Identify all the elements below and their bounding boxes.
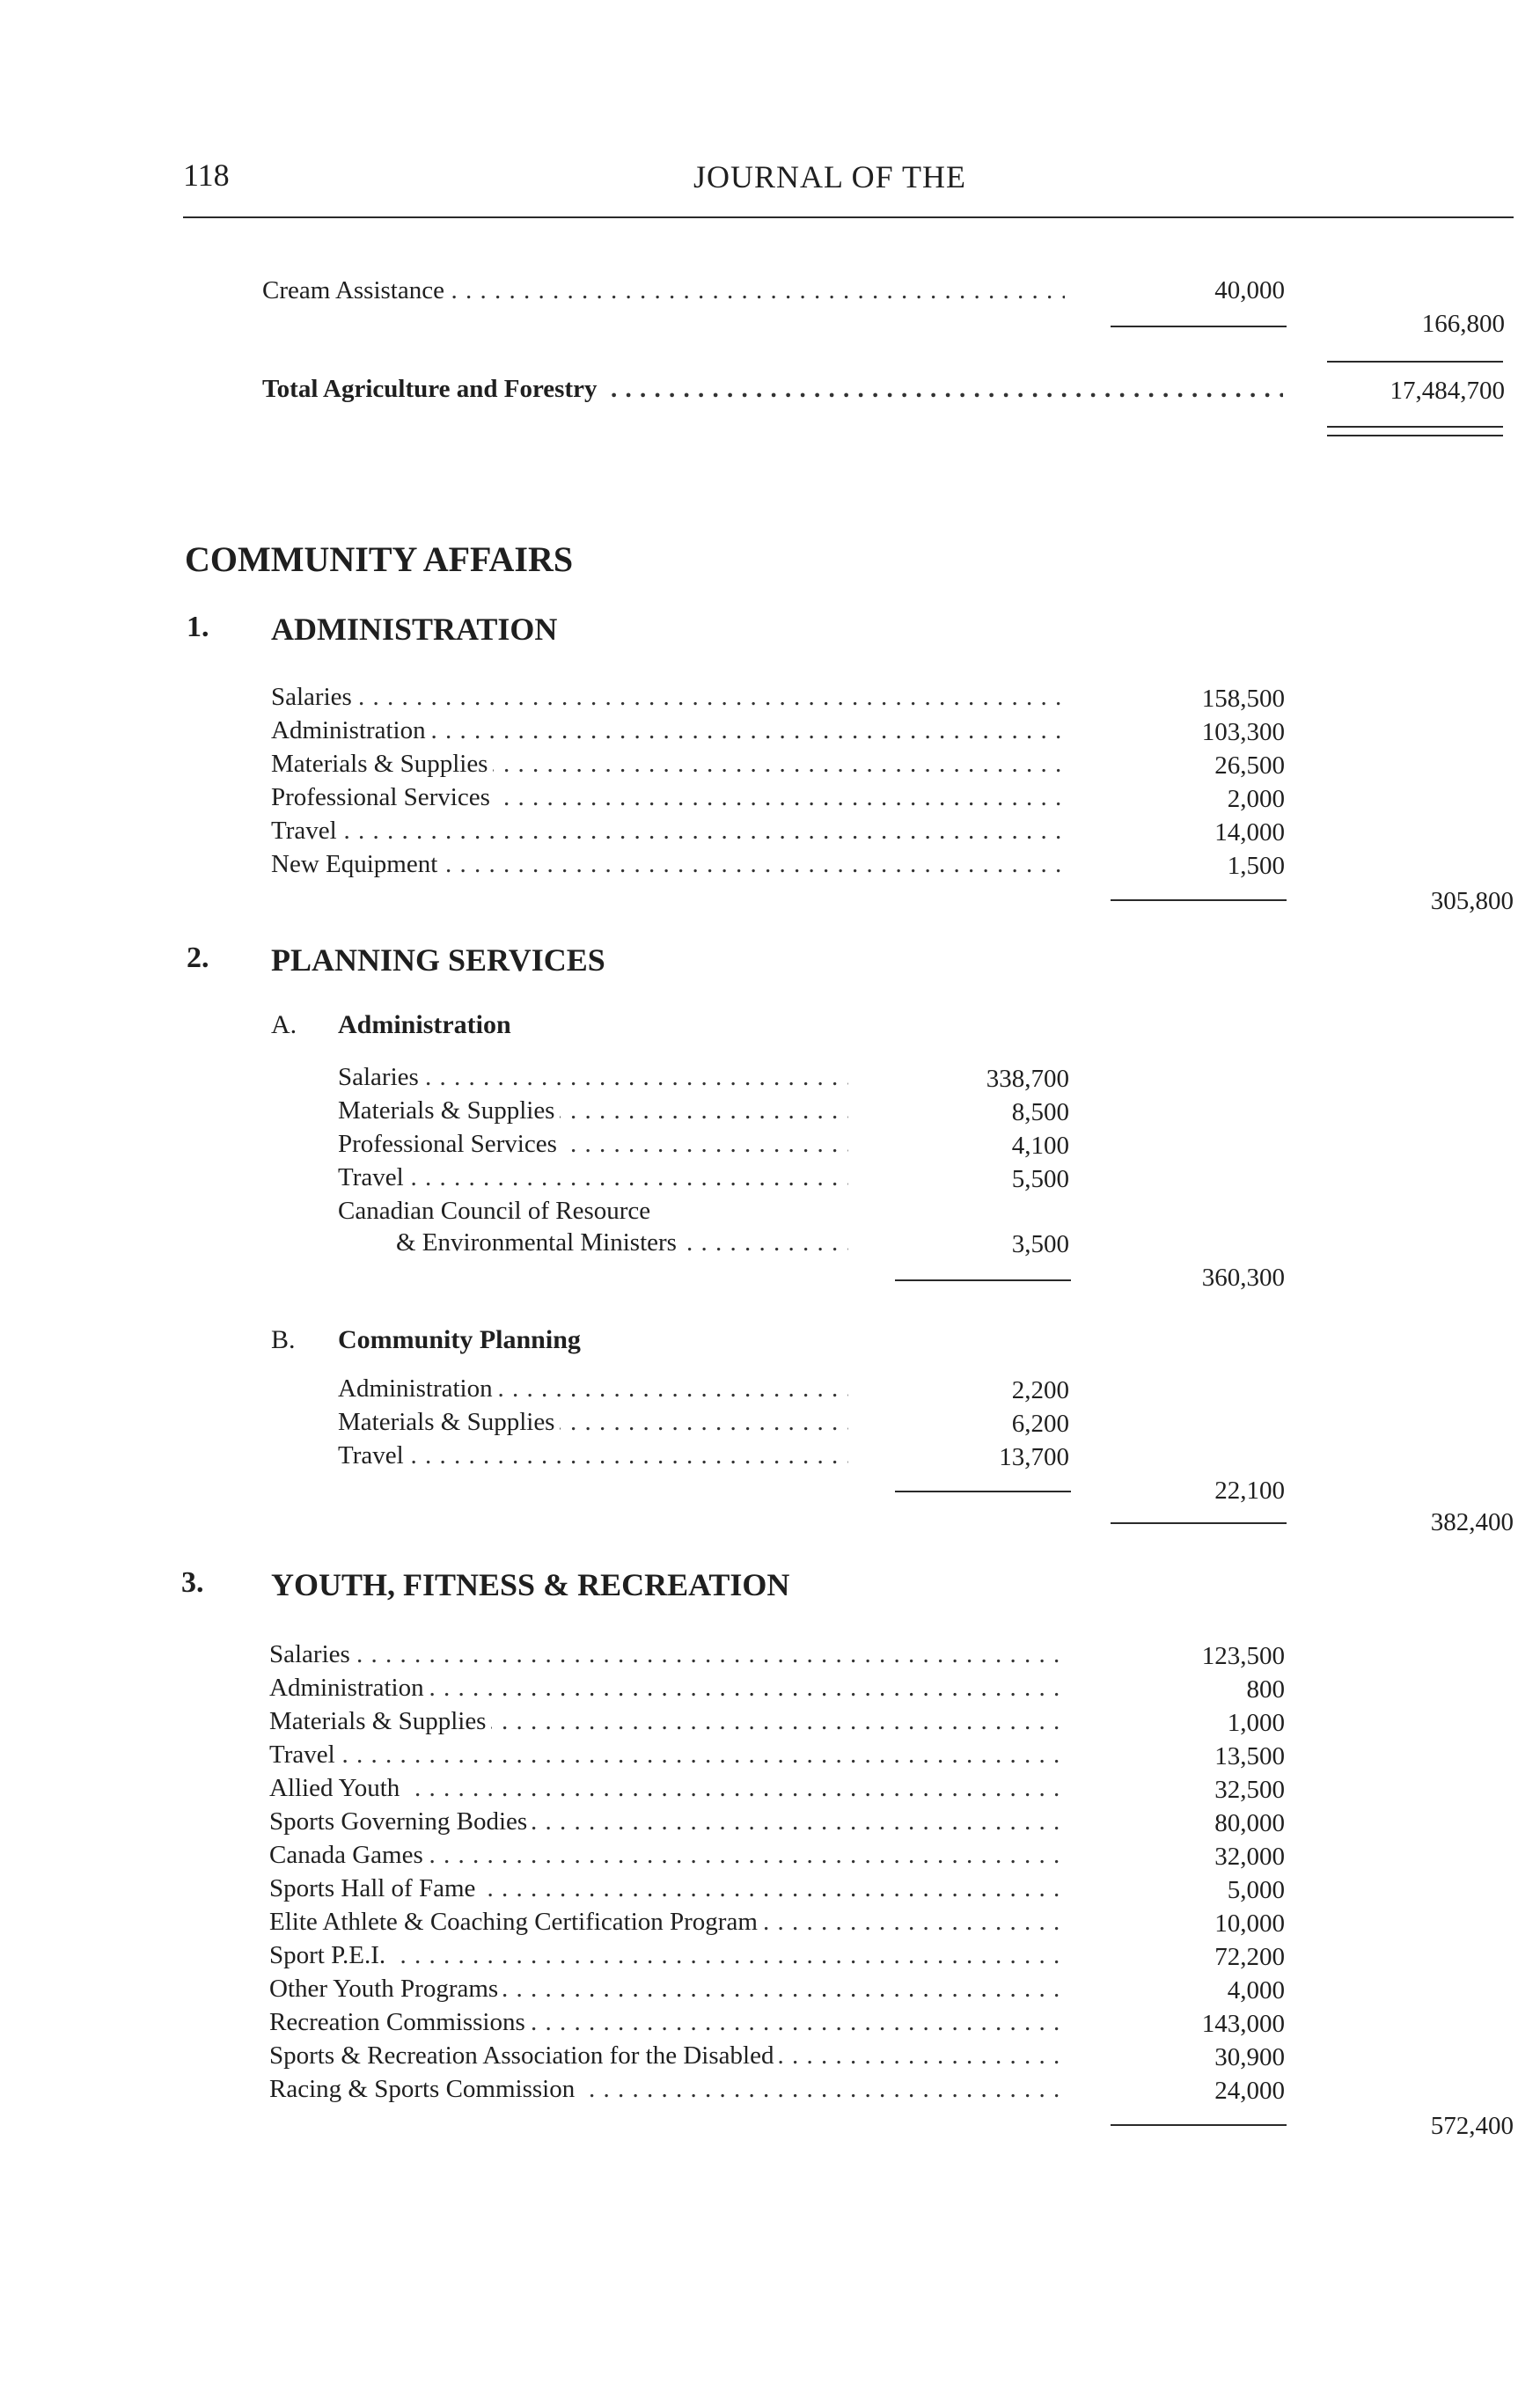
line-item-value: 5,000 (1227, 1876, 1285, 1904)
line-item-value: 6,200 (1011, 1410, 1069, 1438)
council-label-line2: & Environmental Ministers . . . (396, 1227, 848, 1258)
rule (1111, 326, 1287, 327)
department-title: COMMUNITY AFFAIRS (185, 539, 574, 579)
line-item-label: Salaries . . . (271, 681, 1065, 713)
total-agriculture-value: 17,484,700 (1390, 377, 1505, 405)
line-item-value: 4,000 (1227, 1976, 1285, 2005)
rule (1111, 899, 1287, 901)
line-item-label: Administration . . . (338, 1373, 848, 1404)
section-title: PLANNING SERVICES (271, 942, 605, 978)
cream-assistance-value: 40,000 (1214, 276, 1285, 304)
line-item-value: 5,500 (1011, 1165, 1069, 1193)
line-item-label: Travel . . . (271, 815, 1065, 847)
line-item-value: 800 (1246, 1675, 1285, 1704)
subsection-title: Administration (338, 1010, 511, 1039)
line-item-value: 2,200 (1011, 1376, 1069, 1404)
subsection-title: Community Planning (338, 1325, 581, 1354)
line-item-value: 24,000 (1214, 2077, 1285, 2105)
line-item-label: Materials & Supplies . . . (269, 1705, 1065, 1737)
subsection-total: 360,300 (1201, 1264, 1285, 1292)
line-item-value: 338,700 (986, 1065, 1069, 1093)
line-item-label: Professional Services . . . (271, 781, 1065, 813)
line-item-value: 123,500 (1201, 1642, 1285, 1670)
line-item-label: Travel . . . (338, 1162, 848, 1193)
line-item-value: 103,300 (1201, 718, 1285, 746)
line-item-value: 158,500 (1201, 685, 1285, 713)
line-item-label: Sports Hall of Fame . . . (269, 1873, 1065, 1904)
rule (895, 1279, 1071, 1281)
line-item-label: Sports & Recreation Association for the Disabled . . . (269, 2040, 1065, 2071)
line-item-label: Travel . . . (269, 1739, 1065, 1770)
rule (895, 1491, 1071, 1492)
double-rule-top (1327, 426, 1503, 428)
section-title: YOUTH, FITNESS & RECREATION (271, 1567, 790, 1602)
total-agriculture-label: Total Agriculture and Forestry . . . (262, 373, 1283, 405)
line-item-label: Elite Athlete & Coaching Certification Program . . . (269, 1906, 1065, 1938)
line-item-value: 8,500 (1011, 1098, 1069, 1126)
line-item-label: Professional Services . . . (338, 1128, 848, 1160)
line-item-value: 3,500 (1011, 1230, 1069, 1258)
line-item-value: 72,200 (1214, 1943, 1285, 1971)
line-item-label: Sports Governing Bodies . . . (269, 1806, 1065, 1837)
line-item-label: Salaries . . . (338, 1061, 848, 1093)
line-item-label: Recreation Commissions . . . (269, 2006, 1065, 2038)
section-total: 305,800 (1430, 887, 1514, 915)
section-number: 2. (187, 942, 209, 974)
line-item-value: 13,500 (1214, 1742, 1285, 1770)
line-item-label: Materials & Supplies . . . (338, 1406, 848, 1438)
line-item-label: Sport P.E.I. . . . (269, 1939, 1065, 1971)
page-number: 118 (183, 158, 230, 193)
section-total: 382,400 (1430, 1508, 1514, 1536)
line-item-value: 4,100 (1011, 1132, 1069, 1160)
section-number: 3. (181, 1566, 204, 1599)
line-item-label: Salaries . . . (269, 1638, 1065, 1670)
line-item-label: Racing & Sports Commission . . . (269, 2073, 1065, 2105)
line-item-value: 2,000 (1227, 785, 1285, 813)
line-item-value: 26,500 (1214, 751, 1285, 780)
line-item-value: 1,500 (1227, 852, 1285, 880)
subsection-letter: B. (271, 1325, 296, 1354)
line-item-label: Administration . . . (271, 715, 1065, 746)
line-item-value: 10,000 (1214, 1909, 1285, 1938)
line-item-value: 32,000 (1214, 1843, 1285, 1871)
line-item-value: 80,000 (1214, 1809, 1285, 1837)
line-item-label: Allied Youth . . . (269, 1772, 1065, 1804)
line-item-label: New Equipment . . . (271, 848, 1065, 880)
section-title: ADMINISTRATION (271, 612, 558, 647)
rule (1111, 2124, 1287, 2126)
cream-assistance-label: Cream Assistance . . . (262, 275, 1065, 306)
header-rule (183, 216, 1514, 218)
double-rule-bottom (1327, 435, 1503, 436)
line-item-label: Canada Games . . . (269, 1839, 1065, 1871)
line-item-value: 14,000 (1214, 818, 1285, 847)
section-number: 1. (187, 611, 209, 643)
running-title: JOURNAL OF THE (693, 159, 967, 194)
rule (1327, 361, 1503, 363)
line-item-value: 30,900 (1214, 2043, 1285, 2071)
council-label-line1: Canadian Council of Resource (338, 1197, 651, 1225)
line-item-label: Materials & Supplies . . . (338, 1095, 848, 1126)
line-item-value: 32,500 (1214, 1776, 1285, 1804)
section-total: 572,400 (1430, 2112, 1514, 2140)
subsection-total: 22,100 (1214, 1477, 1285, 1505)
line-item-value: 143,000 (1201, 2010, 1285, 2038)
rule (1111, 1522, 1287, 1524)
line-item-label: Administration . . . (269, 1672, 1065, 1704)
line-item-label: Travel . . . (338, 1440, 848, 1471)
line-item-label: Other Youth Programs . . . (269, 1973, 1065, 2005)
line-item-value: 1,000 (1227, 1709, 1285, 1737)
subsection-letter: A. (271, 1010, 297, 1039)
line-item-value: 13,700 (999, 1443, 1069, 1471)
line-item-label: Materials & Supplies . . . (271, 748, 1065, 780)
agriculture-subtotal: 166,800 (1421, 310, 1505, 338)
